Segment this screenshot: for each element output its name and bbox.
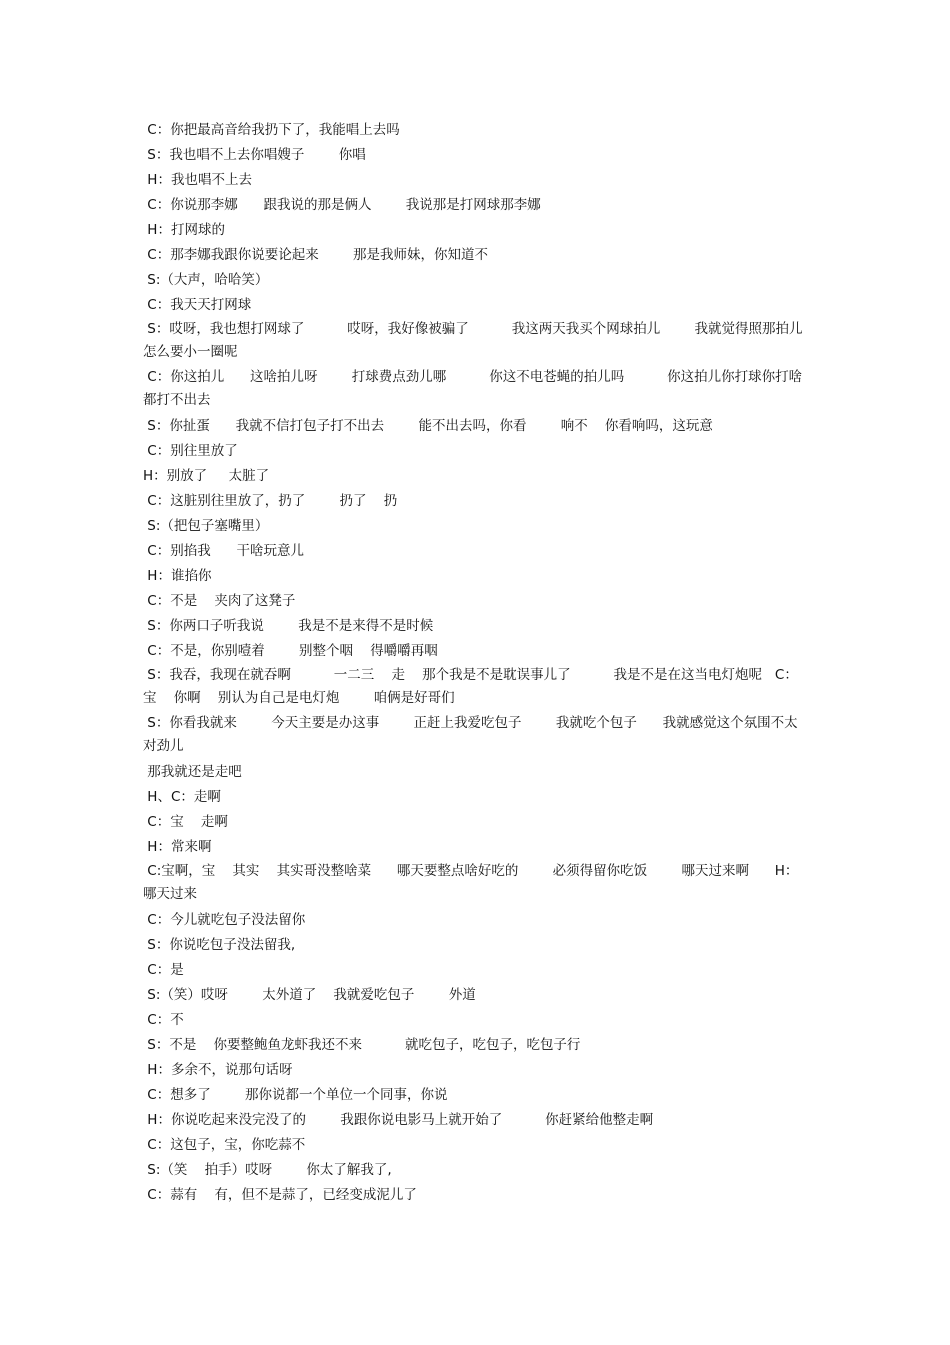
dialogue-line: C：不是 夹肉了这凳子 — [143, 593, 296, 609]
dialogue-line: C：蒜有 有，但不是蒜了，已经变成泥儿了 — [143, 1187, 417, 1203]
dialogue-line: S：你扯蛋 我就不信打包子打不出去 能不出去吗，你看 响不 你看响吗，这玩意 — [143, 418, 713, 434]
dialogue-line: C：你把最高音给我扔下了，我能唱上去吗 — [143, 122, 400, 138]
dialogue-line: C：不 — [143, 1012, 184, 1028]
dialogue-line: S：你两口子听我说 我是不是来得不是时候 — [143, 618, 434, 634]
dialogue-line: C:宝啊，宝 其实 其实哥没整啥菜 哪天要整点啥好吃的 必须得留你吃饭 哪天过来啊 H：哪天过来 — [143, 863, 799, 902]
dialogue-line: S:（笑 拍手）哎呀 你太了解我了, — [143, 1162, 392, 1178]
dialogue-line: S:（把包子塞嘴里） — [143, 518, 269, 534]
dialogue-line: C：你说那李娜 跟我说的那是俩人 我说那是打网球那李娜 — [143, 197, 541, 213]
dialogue-line: H：我也唱不上去 — [143, 172, 252, 188]
dialogue-line: S：不是 你要整鲍鱼龙虾我还不来 就吃包子，吃包子，吃包子行 — [143, 1037, 581, 1053]
dialogue-line: C：是 — [143, 962, 184, 978]
dialogue-line: C：想多了 那你说都一个单位一个同事，你说 — [143, 1087, 448, 1103]
dialogue-line: H：常来啊 — [143, 839, 212, 855]
dialogue-line: C：今儿就吃包子没法留你 — [143, 912, 306, 928]
dialogue-line: S:（笑）哎呀 太外道了 我就爱吃包子 外道 — [143, 987, 476, 1003]
dialogue-transcript — [143, 118, 808, 1208]
dialogue-line: H：多余不，说那句话呀 — [143, 1062, 293, 1078]
dialogue-line: S：我也唱不上去你唱嫂子 你唱 — [143, 147, 366, 163]
dialogue-line: S:（大声，哈哈笑） — [143, 272, 269, 288]
dialogue-line: C：你这拍儿 这啥拍儿呀 打球费点劲儿哪 你这不电苍蝇的拍儿吗 你这拍儿你打球你打啥都打不出去 — [143, 369, 803, 408]
dialogue-line: 那我就还是走吧 — [143, 764, 242, 780]
dialogue-line: H：谁掐你 — [143, 568, 212, 584]
dialogue-line: C：我天天打网球 — [143, 297, 252, 313]
dialogue-line: S：你看我就来 今天主要是办这事 正赶上我爱吃包子 我就吃个包子 我就感觉这个氛围不太对劲儿 — [143, 715, 798, 754]
dialogue-line: C：别掐我 干啥玩意儿 — [143, 543, 304, 559]
dialogue-line: H：你说吃起来没完没了的 我跟你说电影马上就开始了 你赶紧给他整走啊 — [143, 1112, 654, 1128]
dialogue-line: H：打网球的 — [143, 222, 225, 238]
dialogue-line: S：我吞，我现在就吞啊 一二三 走 那个我是不是耽误事儿了 我是不是在这当电灯炮呢 C：宝 你啊 别认为自己是电灯炮 咱俩是好哥们 — [143, 667, 798, 706]
dialogue-line: C：那李娜我跟你说要论起来 那是我师妹，你知道不 — [143, 247, 489, 263]
dialogue-line: H：别放了 太脏了 — [143, 468, 270, 484]
dialogue-line: C：宝 走啊 — [143, 814, 228, 830]
dialogue-line: S：哎呀，我也想打网球了 哎呀，我好像被骗了 我这两天我买个网球拍儿 我就觉得照那拍儿怎么要小一圈呢 — [143, 321, 803, 360]
dialogue-line: C：这脏别往里放了，扔了 扔了 扔 — [143, 493, 398, 509]
dialogue-line: C：别往里放了 — [143, 443, 238, 459]
dialogue-line: S：你说吃包子没法留我, — [143, 937, 296, 953]
dialogue-line: C：这包子，宝，你吃蒜不 — [143, 1137, 306, 1153]
dialogue-line: C：不是，你别噎着 别整个咽 得嚼嚼再咽 — [143, 643, 438, 659]
dialogue-line: H、C：走啊 — [143, 789, 221, 805]
